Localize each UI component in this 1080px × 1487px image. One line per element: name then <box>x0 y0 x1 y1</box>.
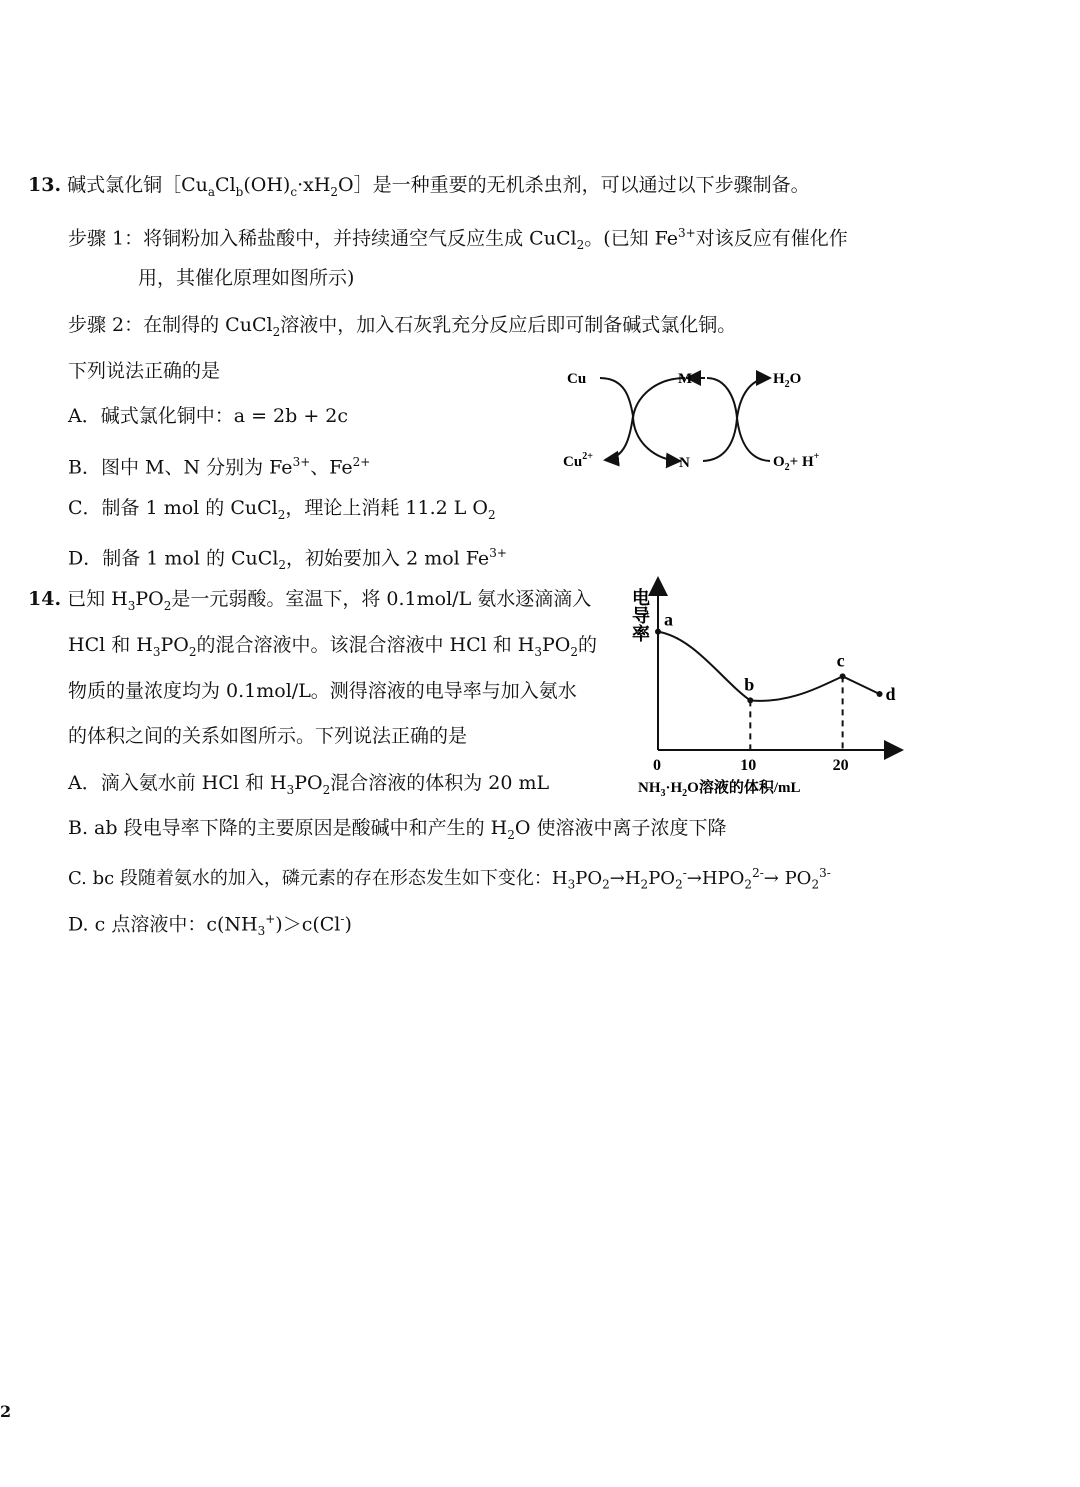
q14-line-3: 物质的量浓度均为 0.1mol/L。测得溶液的电导率与加入氨水 <box>68 680 577 702</box>
svg-text:电: 电 <box>632 588 650 608</box>
q13-option-a: A．碱式氯化铜中：a = 2b + 2c <box>68 405 349 427</box>
cycle-arc-right-outer-top <box>737 378 770 418</box>
q13-prompt: 下列说法正确的是 <box>68 360 221 382</box>
point-a <box>655 629 661 635</box>
q14-option-b: B. ab 段电导率下降的主要原因是酸碱中和产生的 $H_2O$ 使溶液中离子浓度下降 <box>68 817 727 842</box>
conductivity-curve <box>658 632 880 701</box>
x-tick-label: 10 <box>740 757 757 774</box>
svg-text:导: 导 <box>632 606 650 626</box>
diagram-o2-h: $O_2+ H^+$ <box>773 451 820 473</box>
x-tick-label: 0 <box>653 757 661 774</box>
q14-option-c: C. bc 段随着氨水的加入，磷元素的存在形态发生如下变化：$H_3PO_2\to H_2PO_2^-\to HPO_2^{2-}\to PO_2^{3-}$ <box>68 866 831 892</box>
diagram-h2o: $H_2O$ <box>773 371 802 390</box>
q14-line-2: HCl 和 $H_3PO_2$的混合溶液中。该混合溶液中 HCl 和 $H_3PO_2$的 <box>68 634 598 659</box>
q14-option-a: A．滴入氨水前 HCl 和 $H_3PO_2$混合溶液的体积为 20 mL <box>68 772 550 797</box>
q13-option-d: D．制备 1 mol 的 CuCl$_2$，初始要加入 2 mol $Fe^{3+}$ <box>68 546 507 573</box>
diagram-cu: Cu <box>567 371 587 387</box>
point-label-a: a <box>664 609 673 630</box>
cycle-arc-right-outer-bottom <box>737 418 770 461</box>
conductivity-chart <box>620 572 910 802</box>
point-d <box>877 691 883 697</box>
x-axis-label: $NH_3\cdot H_2O$溶液的体积/mL <box>638 780 801 799</box>
cycle-arc-center-bottom <box>633 418 680 461</box>
page-number: 2 <box>0 1402 12 1421</box>
diagram-n: N <box>679 455 690 471</box>
q13-option-c: C．制备 1 mol 的 CuCl$_2$，理论上消耗 11.2 L $O_2$ <box>68 497 496 522</box>
catalysis-cycle-diagram <box>555 358 855 488</box>
point-label-c: c <box>836 650 845 671</box>
q14-line-1: 14. 已知 $H_3PO_2$是一元弱酸。室温下，将 0.1mol/L 氨水逐滴滴入 <box>28 588 592 613</box>
y-axis-label <box>632 587 650 644</box>
q13-step1-cont: 用，其催化原理如图所示) <box>138 267 355 289</box>
diagram-cu2: $Cu^{2+}$ <box>563 451 593 470</box>
point-label-d: d <box>885 684 896 704</box>
q13-step1: 步骤 1：将铜粉加入稀盐酸中，并持续通空气反应生成 CuCl$_2$。(已知 $Fe^{3+}$对该反应有催化作 <box>68 226 848 253</box>
x-tick-label: 20 <box>832 757 849 774</box>
cycle-arc-left-bottom <box>605 416 633 460</box>
q14-number: 14. <box>28 588 62 610</box>
q14-line-4: 的体积之间的关系如图所示。下列说法正确的是 <box>68 725 468 747</box>
point-label-b: b <box>744 674 755 695</box>
diagram-m: M <box>678 371 693 387</box>
cycle-arc-right <box>703 378 737 461</box>
q13-stem: 13. 碱式氯化铜$[Cu_aCl_b(OH)_c\cdot xH_2O]$是一种重要的无机杀虫剂，可以通过以下步骤制备。 <box>28 174 810 199</box>
q13-option-b: B．图中 M、N 分别为 $Fe^{3+}$、$Fe^{2+}$ <box>68 455 371 479</box>
svg-text:率: 率 <box>632 624 650 644</box>
q13-number: 13. <box>28 174 62 196</box>
cycle-arc-left-top <box>600 378 633 416</box>
q14-option-d: D. c 点溶液中：$c(NH_3^+)>c(Cl^-)$ <box>68 912 352 939</box>
q13-step2: 步骤 2：在制得的 CuCl$_2$溶液中，加入石灰乳充分反应后即可制备碱式氯化铜。 <box>68 314 737 339</box>
